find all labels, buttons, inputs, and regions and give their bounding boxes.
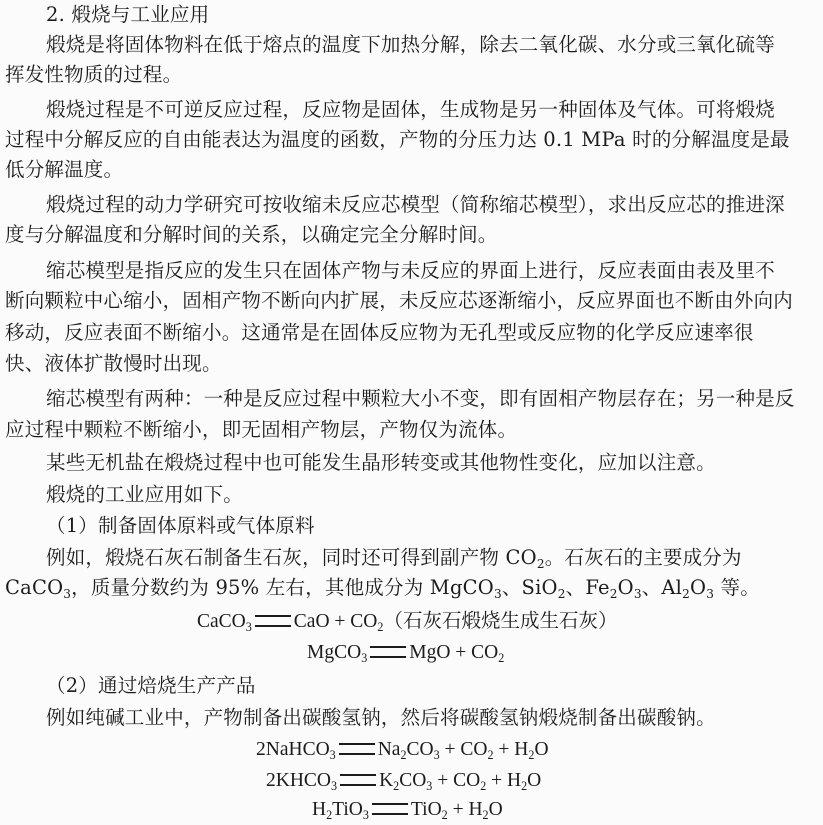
- paragraph-line: 断向颗粒中心缩小，固相产物不断向内扩展，未反应芯逐渐缩小，反应界面也不断由外向内: [5, 289, 794, 312]
- example-line: [46, 543, 823, 573]
- paragraph-line: 应过程中颗粒不断缩小，即无固相产物层，产物仅为流体。: [5, 418, 518, 441]
- text-run: 、SiO: [501, 576, 558, 599]
- paragraph-line: 快、液体扩散慢时出现。: [5, 352, 222, 375]
- equation-mgco3: [307, 638, 504, 668]
- equation-nahco3: [256, 735, 549, 765]
- product: K: [379, 770, 394, 791]
- equals-sign-icon: [372, 803, 408, 815]
- subscript: 3: [633, 587, 642, 602]
- reactant: H: [312, 799, 327, 820]
- equation-khco3: [266, 766, 541, 796]
- subscript: 2: [528, 748, 535, 763]
- subscript: 3: [245, 620, 252, 635]
- subscript: 3: [329, 748, 336, 763]
- subscript: 2: [682, 587, 691, 602]
- subscript: 2: [400, 748, 407, 763]
- text-run: O: [617, 576, 634, 599]
- reactant: 2KHCO: [266, 770, 332, 791]
- equation-caco3: [197, 606, 617, 637]
- example-line: 例如纯碱工业中，产物制备出碳酸氢钠，然后将碳酸氢钠煅烧制备出碳酸钠。: [46, 706, 716, 729]
- subscript: 2: [609, 587, 618, 602]
- subscript: 3: [493, 587, 502, 602]
- product: + CO: [439, 739, 488, 760]
- paragraph-line: 煅烧过程的动力学研究可按收缩未反应芯模型（简称缩芯模型），求出反应芯的推进深: [46, 193, 785, 216]
- subscript: 2: [480, 779, 487, 794]
- reactant: MgCO: [307, 642, 362, 663]
- product: O: [488, 799, 503, 820]
- subscript: 2: [393, 779, 400, 794]
- product: + H: [486, 770, 522, 791]
- subscript: 2: [482, 808, 489, 823]
- text-run: O: [690, 576, 707, 599]
- subscript: 2: [377, 620, 384, 635]
- product: O: [534, 739, 549, 760]
- product: CO: [406, 739, 434, 760]
- subsection-title-2: （2）通过焙烧生产产品: [46, 674, 256, 697]
- text-run: ，质量分数约为 95% 左右，其他成分为 MgCO: [71, 576, 494, 599]
- text-run: CaCO: [5, 576, 64, 599]
- paragraph-line: 挥发性物质的过程。: [5, 63, 183, 86]
- paragraph-line: 煅烧的工业应用如下。: [46, 483, 244, 506]
- subscript: 3: [362, 808, 369, 823]
- paragraph-line: 缩芯模型是指反应的发生只在固体产物与未反应的界面上进行，反应表面由表及里不: [46, 259, 775, 282]
- product: MgO + CO: [409, 642, 499, 663]
- equals-sign-icon: [339, 743, 375, 755]
- reactant: CaCO: [197, 611, 246, 632]
- example-line: [5, 573, 823, 603]
- subscript: 2: [521, 779, 528, 794]
- equation-note: （石灰石煅烧生成生石灰）: [383, 609, 618, 632]
- subscript: 3: [433, 748, 440, 763]
- product: CO: [399, 770, 427, 791]
- subscript: 3: [706, 587, 715, 602]
- paragraph-line: 过程中分解反应的自由能表达为温度的函数，产物的分压力达 0.1 MPa 时的分解温度是最: [5, 128, 790, 151]
- equals-sign-icon: [340, 774, 376, 786]
- subscript: 3: [426, 779, 433, 794]
- product: + CO: [432, 770, 481, 791]
- subscript: 2: [536, 557, 545, 572]
- subscript: 2: [487, 748, 494, 763]
- paragraph-line: 缩芯模型有两种：一种是反应过程中颗粒大小不变，即有固相产物层存在；另一种是反: [46, 387, 795, 410]
- subscript: 3: [361, 651, 368, 666]
- paragraph-line: 移动，反应表面不断缩小。这通常是在固体反应物为无孔型或反应物的化学反应速率很: [5, 321, 754, 344]
- product: TiO: [410, 799, 442, 820]
- subscript: 2: [326, 808, 333, 823]
- subscript: 2: [441, 808, 448, 823]
- product: + H: [447, 799, 483, 820]
- subscript: 3: [63, 587, 72, 602]
- reactant: 2NaHCO: [256, 739, 330, 760]
- equals-sign-icon: [255, 615, 291, 627]
- product: O: [527, 770, 542, 791]
- product: CaO + CO: [293, 611, 378, 632]
- paragraph-line: 低分解温度。: [5, 158, 124, 181]
- paragraph-line: 某些无机盐在煅烧过程中也可能发生晶形转变或其他物性变化，应加以注意。: [46, 451, 716, 474]
- reactant: TiO: [332, 799, 363, 820]
- subscript: 3: [331, 779, 338, 794]
- text-run: 、Al: [641, 576, 683, 599]
- equals-sign-icon: [370, 646, 406, 658]
- text-run: 。石灰石的主要成分为: [544, 546, 742, 569]
- text-run: 、Fe: [565, 576, 610, 599]
- text-run: 等。: [714, 576, 760, 599]
- paragraph-line: 度与分解温度和分解时间的关系，以确定完全分解时间。: [5, 223, 498, 246]
- product: Na: [377, 739, 401, 760]
- section-heading: 2. 煅烧与工业应用: [46, 3, 210, 26]
- subscript: 2: [498, 651, 505, 666]
- text-run: 例如，煅烧石灰石制备生石灰，同时还可得到副产物 CO: [46, 546, 537, 569]
- product: + H: [493, 739, 529, 760]
- equation-h2tio3: [312, 795, 503, 825]
- paragraph-line: 煅烧过程是不可逆反应过程，反应物是固体，生成物是另一种固体及气体。可将煅烧: [46, 98, 775, 121]
- subsection-title-1: （1）制备固体原料或气体原料: [46, 514, 315, 537]
- subscript: 2: [557, 587, 566, 602]
- paragraph-line: 煅烧是将固体物料在低于熔点的温度下加热分解，除去二氧化碳、水分或三氧化硫等: [46, 33, 775, 56]
